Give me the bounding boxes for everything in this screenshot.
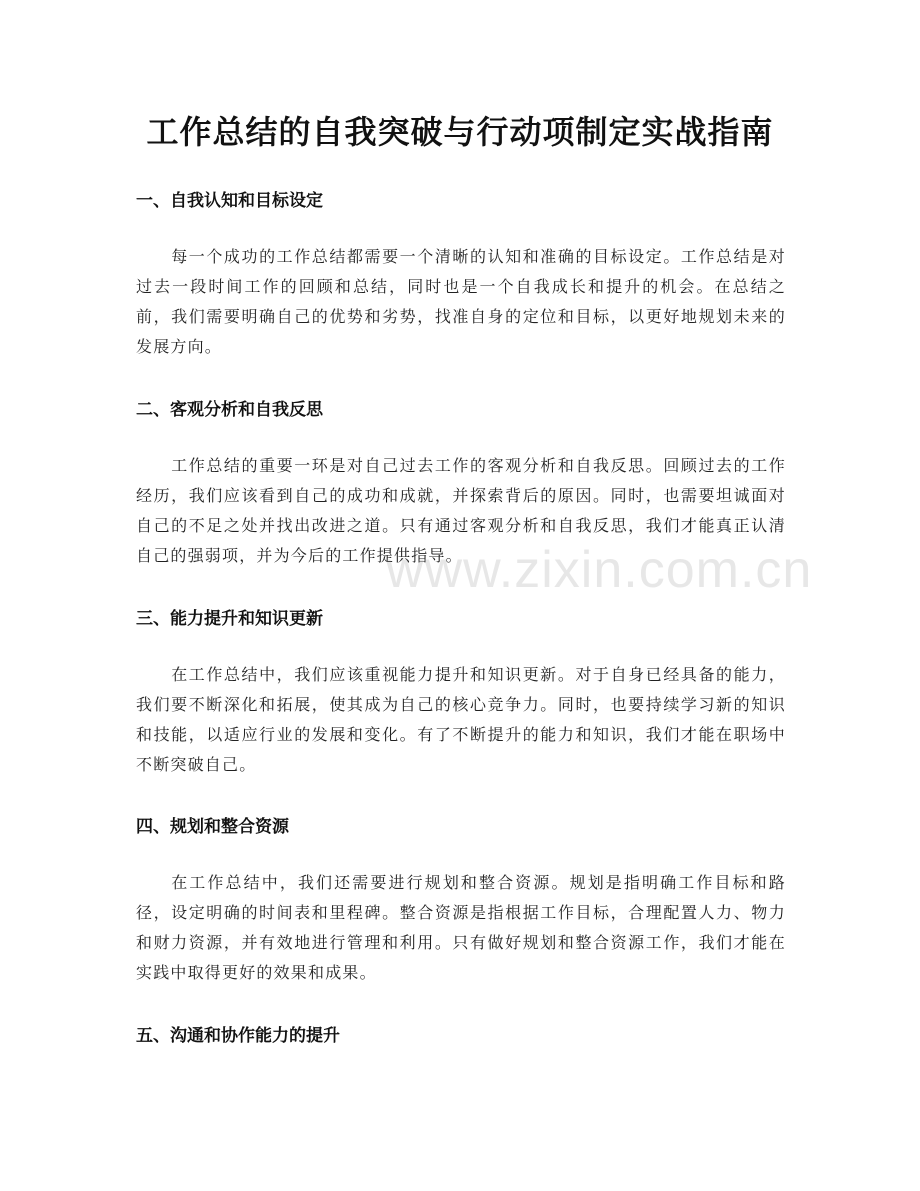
- section-heading: 二、客观分析和自我反思: [136, 400, 323, 420]
- section-2: [136, 397, 786, 571]
- section-3: [136, 606, 786, 780]
- section-4: [136, 814, 786, 988]
- section-paragraph: 在工作总结中，我们应该重视能力提升和知识更新。对于自身已经具备的能力，我们要不断深化和拓展，使其成为自己的核心竞争力。同时，也要持续学习新的知识和技能，以适应行业的发展和变化。有了不断提升的能力和知识，我们才能在职场中不断突破自己。: [136, 665, 786, 774]
- watermark: www.zixin.com.cn: [386, 541, 813, 599]
- section-heading: 三、能力提升和知识更新: [136, 609, 323, 629]
- section-heading: 一、自我认知和目标设定: [136, 191, 323, 211]
- section-paragraph: 在工作总结中，我们还需要进行规划和整合资源。规划是指明确工作目标和路径，设定明确的时间表和里程碑。整合资源是指根据工作目标，合理配置人力、物力和财力资源，并有效地进行管理和利用。只有做好规划和整合资源工作，我们才能在实践中取得更好的效果和成果。: [136, 873, 786, 982]
- section-paragraph: 每一个成功的工作总结都需要一个清晰的认知和准确的目标设定。工作总结是对过去一段时间工作的回顾和总结，同时也是一个自我成长和提升的机会。在总结之前，我们需要明确自己的优势和劣势，找准自身的定位和目标，以更好地规划未来的发展方向。: [136, 247, 786, 356]
- section-5: [136, 1023, 786, 1049]
- section-paragraph: 工作总结的重要一环是对自己过去工作的客观分析和自我反思。回顾过去的工作经历，我们应该看到自己的成功和成就，并探索背后的原因。同时，也需要坦诚面对自己的不足之处并找出改进之道。只有通过客观分析和自我反思，我们才能真正认清自己的强弱项，并为今后的工作提供指导。: [136, 456, 786, 565]
- section-heading: 四、规划和整合资源: [136, 817, 289, 837]
- section-1: [136, 188, 786, 362]
- document-title: 工作总结的自我突破与行动项制定实战指南: [146, 113, 774, 151]
- section-heading: 五、沟通和协作能力的提升: [136, 1026, 340, 1046]
